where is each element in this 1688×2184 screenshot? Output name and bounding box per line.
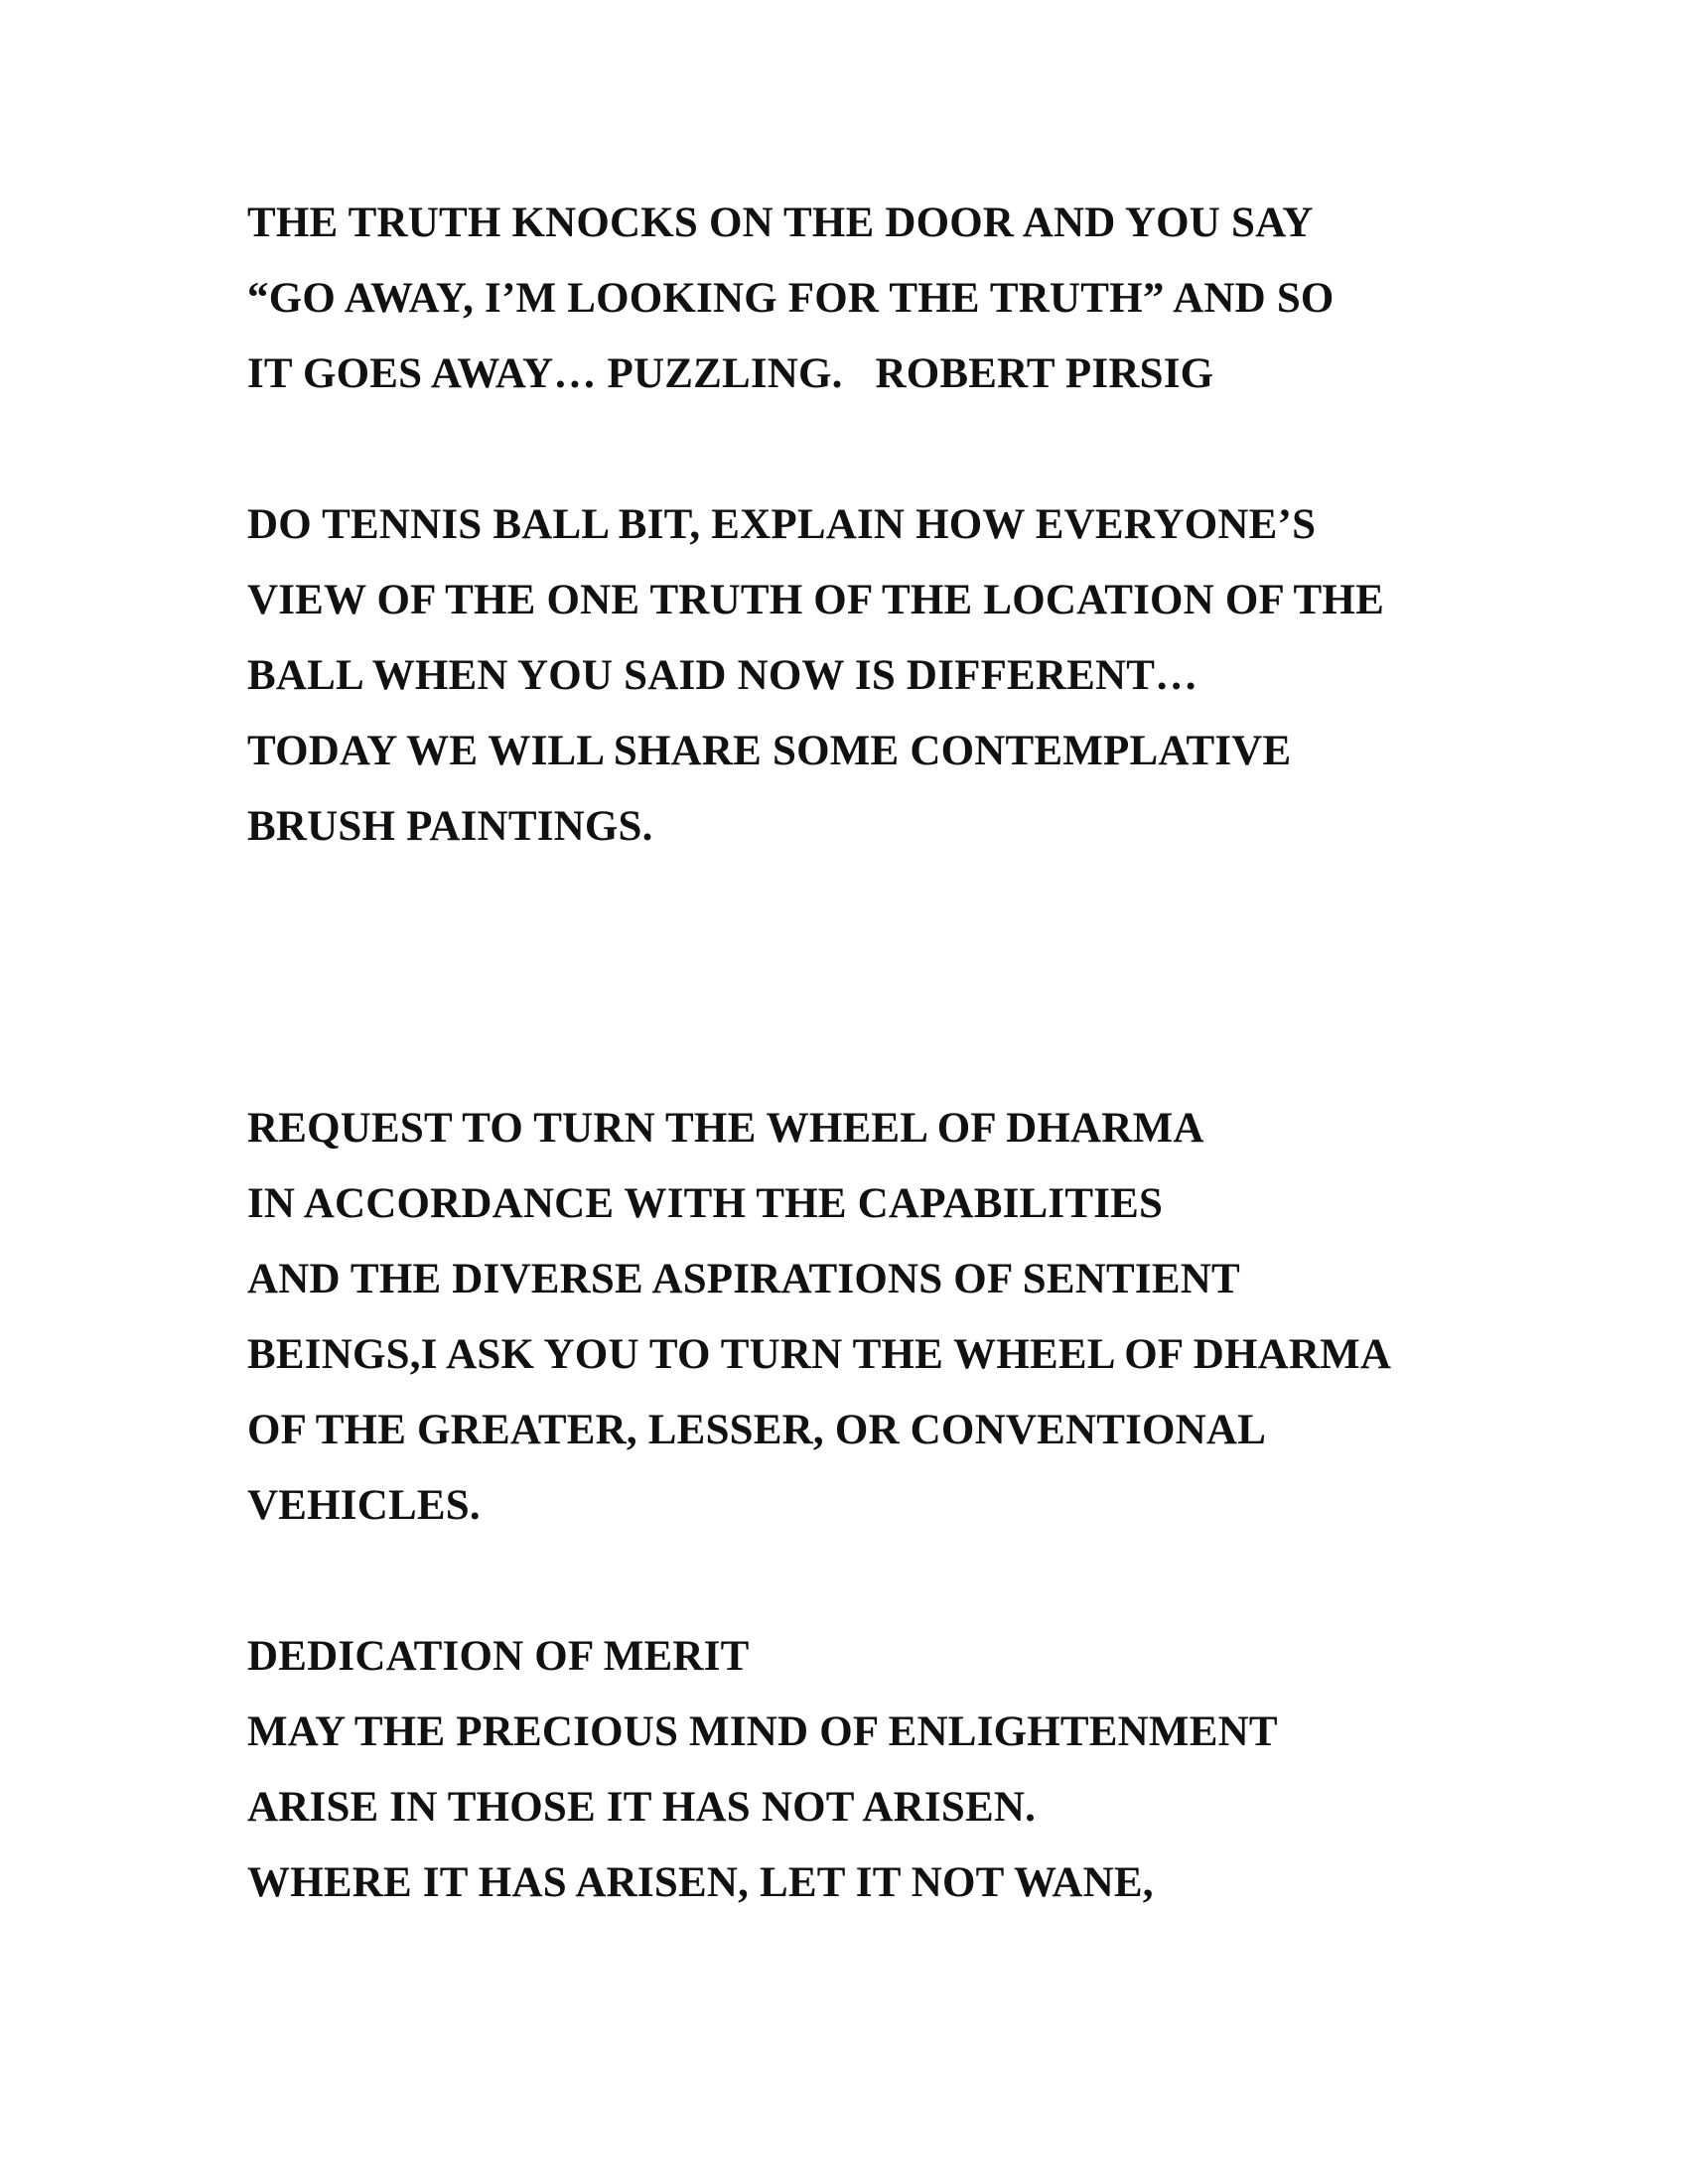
text-line: OF THE GREATER, LESSER, OR CONVENTIONAL (247, 1407, 1267, 1453)
text-line: BALL WHEN YOU SAID NOW IS DIFFERENT… (247, 652, 1198, 699)
text-line: MAY THE PRECIOUS MIND OF ENLIGHTENMENT (247, 1708, 1278, 1755)
text-line: WHERE IT HAS ARISEN, LET IT NOT WANE, (247, 1859, 1154, 1906)
text-line: TODAY WE WILL SHARE SOME CONTEMPLATIVE (247, 728, 1292, 774)
dedication-heading: DEDICATION OF MERIT (247, 1633, 750, 1680)
text-line: VEHICLES. (247, 1482, 481, 1529)
text-line: IT GOES AWAY… PUZZLING. ROBERT PIRSIG (247, 350, 1214, 397)
text-line: DO TENNIS BALL BIT, EXPLAIN HOW EVERYONE’S (247, 501, 1317, 548)
text-line: BRUSH PAINTINGS. (247, 803, 653, 850)
request-dharma-paragraph (247, 1091, 1538, 1544)
text-line: BEINGS,I ASK YOU TO TURN THE WHEEL OF DHARMA (247, 1331, 1392, 1378)
text-line: IN ACCORDANCE WITH THE CAPABILITIES (247, 1180, 1164, 1227)
text-line: VIEW OF THE ONE TRUTH OF THE LOCATION OF THE (247, 577, 1384, 623)
text-line: THE TRUTH KNOCKS ON THE DOOR AND YOU SAY (247, 200, 1314, 246)
text-line: “GO AWAY, I’M LOOKING FOR THE TRUTH” AND SO (247, 275, 1335, 322)
text-line: ARISE IN THOSE IT HAS NOT ARISEN. (247, 1784, 1037, 1831)
tennis-ball-paragraph (247, 487, 1538, 865)
text-line: AND THE DIVERSE ASPIRATIONS OF SENTIENT (247, 1256, 1240, 1302)
pirsig-quote-paragraph (247, 186, 1538, 412)
dedication-of-merit-paragraph (247, 1619, 1538, 1921)
text-line: REQUEST TO TURN THE WHEEL OF DHARMA (247, 1105, 1204, 1152)
